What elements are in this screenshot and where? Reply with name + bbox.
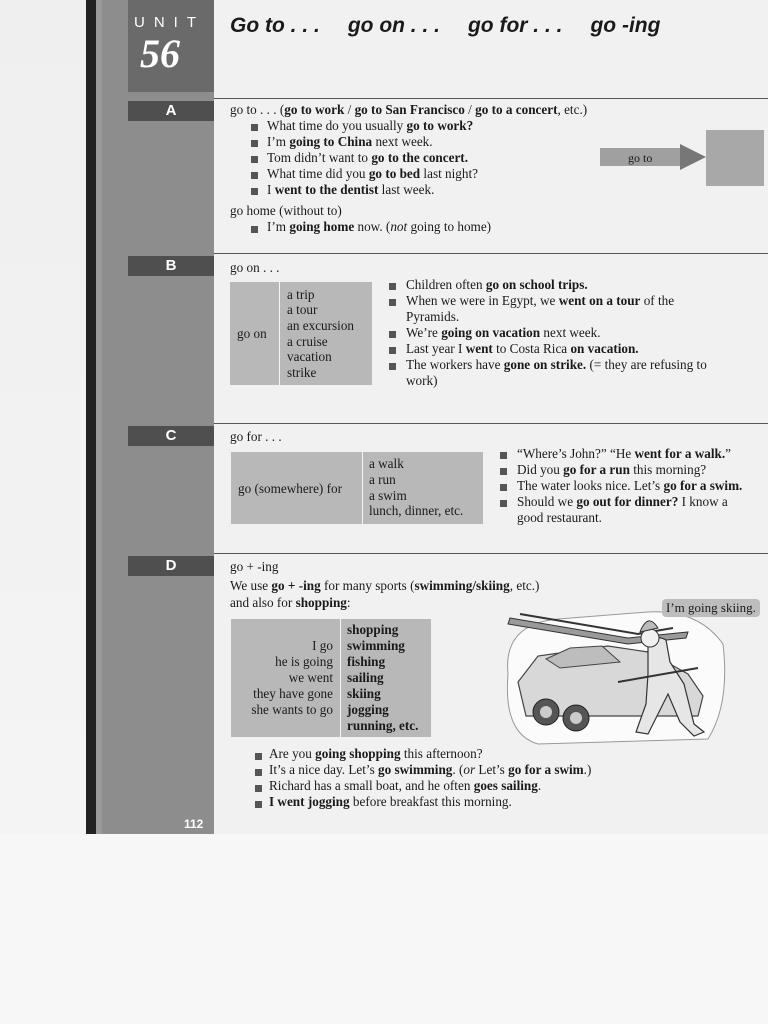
example-sentence: Children often go on school trips.	[406, 277, 588, 292]
section-d-heading: go + -ing	[230, 559, 279, 574]
bullet-icon	[251, 124, 258, 131]
table-activity: shopping	[347, 622, 399, 637]
arrow-label: go to	[628, 151, 653, 165]
section-a-heading: go to . . . (go to work / go to San Francisco / go to a concert, etc.)	[230, 102, 588, 117]
page-title	[230, 14, 688, 38]
example-sentence: “Where’s John?” “He went for a walk.”	[517, 446, 731, 461]
example-sentence: Richard has a small boat, and he often goes sailing.	[269, 778, 542, 793]
example-sentence: The water looks nice. Let’s go for a swim.	[517, 478, 743, 493]
bullet-icon	[251, 156, 258, 163]
table-divider	[279, 282, 280, 385]
table-divider	[362, 452, 363, 524]
example-sentence: I’m going to China next week.	[267, 134, 433, 149]
bullet-icon	[389, 283, 396, 290]
table-item: lunch, dinner, etc.	[369, 503, 464, 518]
section-rule	[214, 98, 768, 99]
destination-box	[706, 130, 764, 186]
bullet-icon	[500, 484, 507, 491]
bullet-icon	[389, 299, 396, 306]
page-number: 112	[184, 817, 204, 831]
table-divider	[340, 619, 341, 737]
table-subject: I go	[312, 638, 333, 653]
book-spine	[86, 0, 96, 834]
title-part: go on . . .	[347, 14, 440, 37]
unit-sidebar	[102, 0, 214, 834]
table-item: a run	[369, 472, 396, 487]
section-b-heading: go on . . .	[230, 260, 280, 275]
bullet-icon	[500, 452, 507, 459]
example-sentence: When we were in Egypt, we went on a tour of the	[406, 293, 675, 308]
example-sentence: I went to the dentist last week.	[267, 182, 435, 197]
bullet-icon	[389, 347, 396, 354]
go-home-heading: go home (without to)	[230, 203, 342, 218]
section-d-intro: and also for shopping:	[230, 595, 351, 610]
example-sentence: I went jogging before breakfast this morning.	[269, 794, 512, 809]
section-tab-b: B	[128, 256, 214, 276]
example-sentence: What time did you go to bed last night?	[267, 166, 478, 181]
section-tab-d: D	[128, 556, 214, 576]
example-sentence: We’re going on vacation next week.	[406, 325, 601, 340]
table-item: strike	[287, 365, 317, 380]
table-subject: they have gone	[253, 686, 333, 701]
bullet-icon	[500, 500, 507, 507]
section-rule	[214, 553, 768, 554]
example-sentence: Last year I went to Costa Rica on vacation.	[406, 341, 639, 356]
table-item: a swim	[369, 488, 407, 503]
bullet-icon	[389, 363, 396, 370]
example-sentence: Should we go out for dinner? I know a	[517, 494, 728, 509]
table-activity: sailing	[347, 670, 384, 685]
example-sentence-cont: Pyramids.	[406, 309, 460, 324]
table-verb: go on	[237, 326, 267, 341]
bullet-icon	[251, 226, 258, 233]
scanner-margin	[0, 834, 768, 1024]
bullet-icon	[251, 188, 258, 195]
example-sentence: Tom didn’t want to go to the concert.	[267, 150, 468, 165]
title-part: Go to . . .	[230, 14, 320, 37]
section-tab-a: A	[128, 101, 214, 121]
section-d-intro: We use go + -ing for many sports (swimming/skiing, etc.)	[230, 578, 540, 593]
table-item: a trip	[287, 287, 315, 302]
bullet-icon	[255, 801, 262, 808]
table-item: a walk	[369, 456, 404, 471]
example-sentence: The workers have gone on strike. (= they are refusing to	[406, 357, 707, 372]
section-rule	[214, 253, 768, 254]
unit-label: UNIT	[134, 14, 205, 31]
table-verb: go (somewhere) for	[238, 481, 342, 496]
section-rule	[214, 423, 768, 424]
example-sentence: What time do you usually go to work?	[267, 118, 474, 133]
section-c-heading: go for . . .	[230, 429, 282, 444]
table-subject: we went	[288, 670, 333, 685]
table-activity: jogging	[347, 702, 389, 717]
arrow-head-icon	[680, 144, 706, 170]
table-activity: running, etc.	[347, 718, 419, 733]
table-subject: she wants to go	[251, 702, 333, 717]
bullet-icon	[255, 785, 262, 792]
table-subject: he is going	[275, 654, 333, 669]
table-item: vacation	[287, 349, 332, 364]
speech-bubble: I’m going skiing.	[662, 599, 760, 617]
example-sentence: Did you go for a run this morning?	[517, 462, 707, 477]
bullet-icon	[255, 769, 262, 776]
bullet-icon	[251, 172, 258, 179]
example-sentence: Are you going shopping this afternoon?	[269, 746, 483, 761]
table-item: a cruise	[287, 334, 328, 349]
table-activity: fishing	[347, 654, 386, 669]
table-activity: skiing	[347, 686, 381, 701]
unit-number: 56	[140, 31, 180, 76]
bullet-icon	[389, 331, 396, 338]
section-tab-c: C	[128, 426, 214, 446]
title-part: go -ing	[590, 14, 661, 37]
example-sentence: I’m going home now. (not going to home)	[267, 219, 492, 234]
example-sentence-cont: work)	[406, 373, 438, 388]
title-part: go for . . .	[467, 14, 563, 37]
skier-car-illustration	[498, 604, 728, 746]
table-item: an excursion	[287, 318, 355, 333]
bullet-icon	[500, 468, 507, 475]
example-sentence-cont: good restaurant.	[517, 510, 602, 525]
table-item: a tour	[287, 302, 318, 317]
bullet-icon	[251, 140, 258, 147]
table-activity: swimming	[347, 638, 405, 653]
example-sentence: It’s a nice day. Let’s go swimming. (or Let’s go for a swim.)	[269, 762, 592, 777]
bullet-icon	[255, 753, 262, 760]
